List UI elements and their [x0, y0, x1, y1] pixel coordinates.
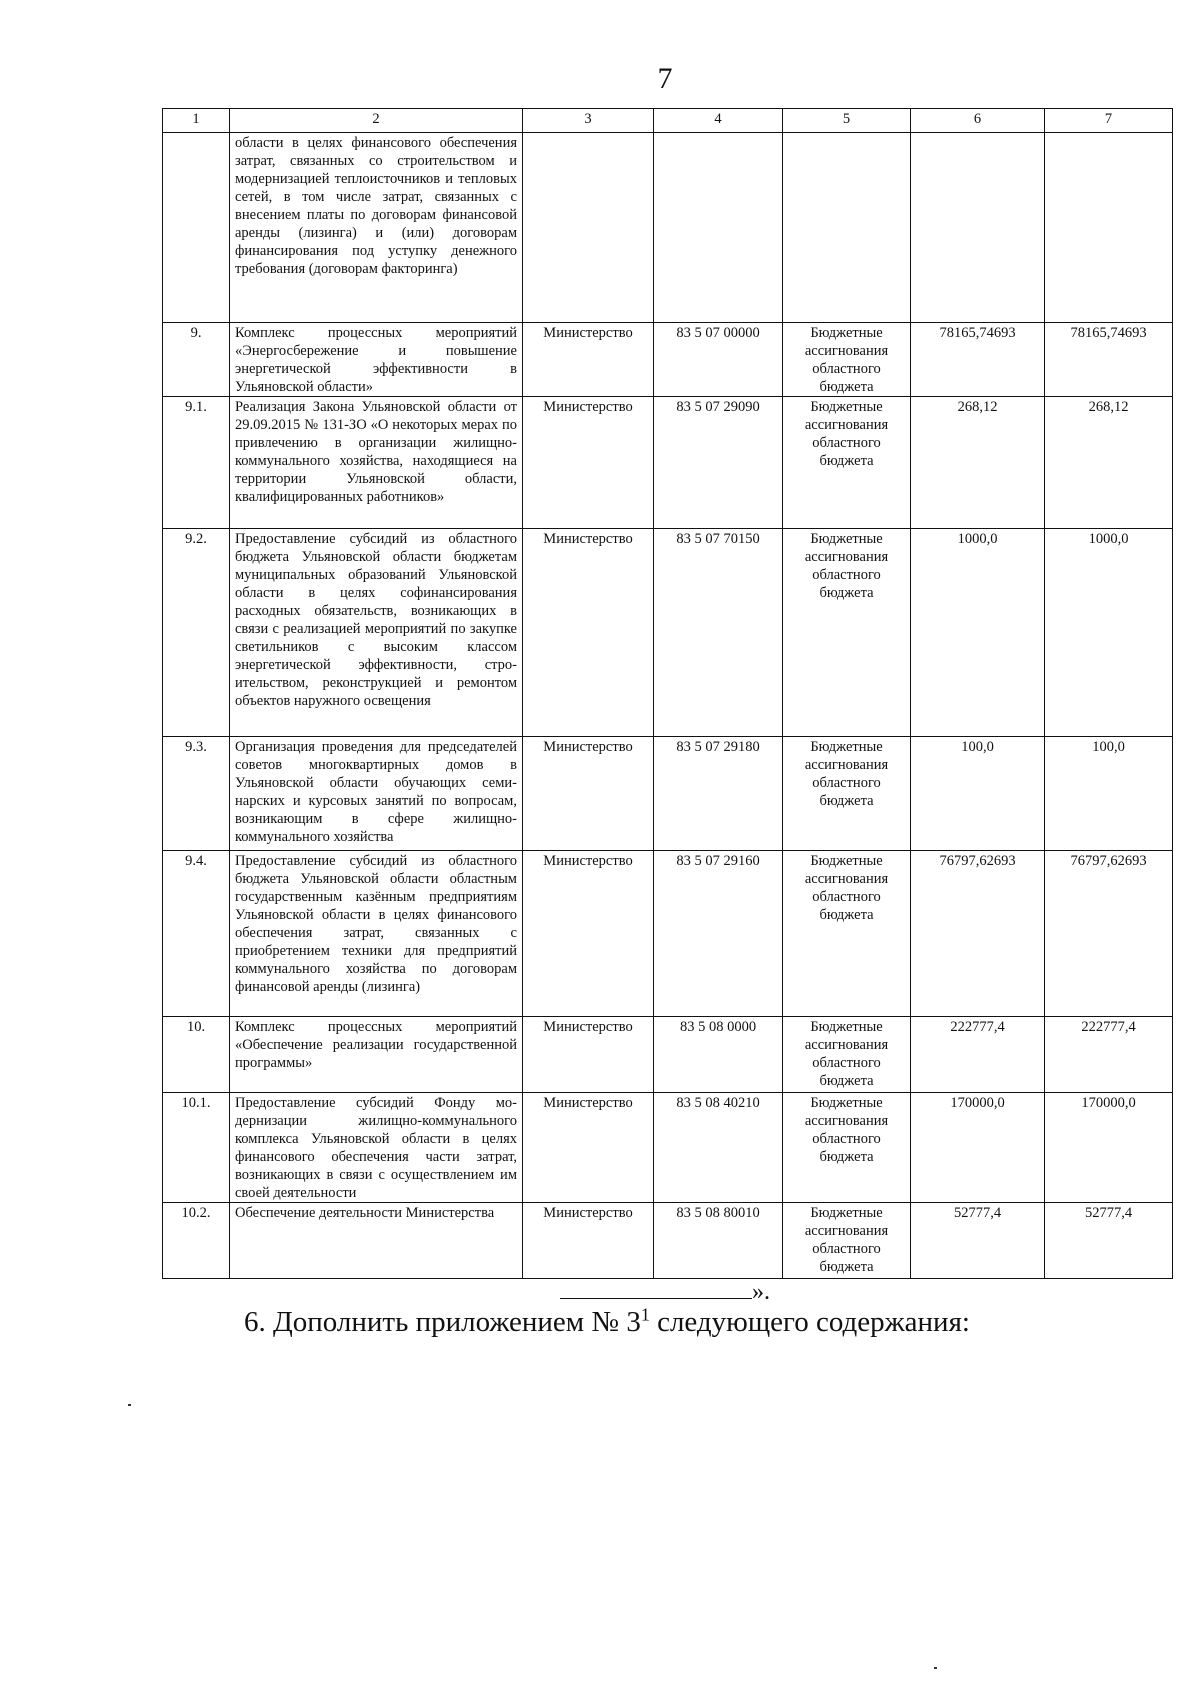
- row-description: Предоставление субсидий Фонду модернизации жилищно-коммунального комплекса Ульяновской области в целях финансового обеспечения части затрат, возникающих в связи с осуществлением им своей деятельности: [230, 1093, 523, 1203]
- row-year-value: 100,0: [1045, 737, 1173, 851]
- row-total: 170000,0: [911, 1093, 1045, 1203]
- header-cell-4: 4: [654, 109, 783, 133]
- row-total: 52777,4: [911, 1203, 1045, 1279]
- row-description: Обеспечение деятельности Министерства: [230, 1203, 523, 1279]
- row-source: Бюджетные ассигнования областного бюджета: [783, 851, 911, 1017]
- table-row: [163, 397, 1173, 529]
- row-year-value: 268,12: [1045, 397, 1173, 529]
- row-code: 83 5 07 29090: [654, 397, 783, 529]
- row-code: 83 5 07 00000: [654, 323, 783, 397]
- header-cell-7: 7: [1045, 109, 1173, 133]
- table-row: [163, 1017, 1173, 1093]
- row-description: Реализация Закона Ульяновской области от 29.09.2015 № 131-ЗО «О некоторых мерах по привлечению в организации жилищно-коммунального хозяйства, находящиеся на территории Ульяновской области, квалифицированных работников»: [230, 397, 523, 529]
- closing-quote: ».: [752, 1279, 770, 1305]
- row-executor: Министерство: [523, 529, 654, 737]
- row-number: 10.: [163, 1017, 230, 1093]
- row-total: 268,12: [911, 397, 1045, 529]
- row-source: Бюджетные ассигнования областного бюджета: [783, 397, 911, 529]
- row-source: Бюджетные ассигнования областного бюджета: [783, 1093, 911, 1203]
- row-executor: Министерство: [523, 323, 654, 397]
- table-row: [163, 737, 1173, 851]
- row-description: Предоставление субсидий из областного бюджета Ульяновской области бюджетам муниципальных образований Ульяновской области в целях софинансирования расходных обязательств, возникающих в связи с реализацией мероприятий по закупке светильников с высоким классом энергетической эффективности, строительством, реконструкцией и ремонтом объектов наружного освещения: [230, 529, 523, 737]
- budget-table: [162, 108, 1173, 1279]
- header-row: [163, 109, 1173, 133]
- row-number: 9.3.: [163, 737, 230, 851]
- row-code: 83 5 08 80010: [654, 1203, 783, 1279]
- row-year-value: 76797,62693: [1045, 851, 1173, 1017]
- row-executor: Министерство: [523, 1017, 654, 1093]
- row-number: 9.4.: [163, 851, 230, 1017]
- row-source: Бюджетные ассигнования областного бюджета: [783, 737, 911, 851]
- row-year-value: 222777,4: [1045, 1017, 1173, 1093]
- row-code: 83 5 08 0000: [654, 1017, 783, 1093]
- header-cell-6: 6: [911, 109, 1045, 133]
- row-code: 83 5 07 29180: [654, 737, 783, 851]
- row-year-value: 52777,4: [1045, 1203, 1173, 1279]
- row-year-value: 78165,74693: [1045, 323, 1173, 397]
- row-description: области в целях финансового обеспечения затрат, связанных со строительством и модернизацией теплоисточников и тепловых сетей, в том числе затрат, связанных с внесением платы по договорам финансовой аренды (лизинга) и (или) договорам финансирования под уступку денежного требования (договорам факторинга): [230, 133, 523, 323]
- table-row: [163, 133, 1173, 323]
- row-executor: Министерство: [523, 851, 654, 1017]
- row-number: 10.1.: [163, 1093, 230, 1203]
- row-description: Комплекс процессных мероприятий «Энергосбережение и повышение энергетической эффективности в Ульяновской области»: [230, 323, 523, 397]
- scan-speck: [128, 1404, 131, 1406]
- row-number: 9.: [163, 323, 230, 397]
- row-description: Комплекс процессных мероприятий «Обеспечение реализации государственной программы»: [230, 1017, 523, 1093]
- row-total: 1000,0: [911, 529, 1045, 737]
- row-executor: [523, 133, 654, 323]
- row-code: 83 5 07 70150: [654, 529, 783, 737]
- instruction-superscript: 1: [640, 1304, 650, 1325]
- row-number: 9.2.: [163, 529, 230, 737]
- row-total: 78165,74693: [911, 323, 1045, 397]
- row-executor: Министерство: [523, 397, 654, 529]
- row-executor: Министерство: [523, 737, 654, 851]
- header-cell-5: 5: [783, 109, 911, 133]
- row-year-value: 1000,0: [1045, 529, 1173, 737]
- table-row: [163, 529, 1173, 737]
- row-number: 10.2.: [163, 1203, 230, 1279]
- row-code: 83 5 08 40210: [654, 1093, 783, 1203]
- closing-quote-line: [560, 1276, 770, 1306]
- row-description: Предоставление субсидий из областного бюджета Ульяновской области областным государственным казённым предприятиям Ульяновской области в целях финансового обеспечения затрат, связанных с приобретением техники для предприятий коммунального хозяйства по договорам финансовой аренды (лизинга): [230, 851, 523, 1017]
- header-cell-1: 1: [163, 109, 230, 133]
- row-source: Бюджетные ассигнования областного бюджета: [783, 1203, 911, 1279]
- instruction-text: 6. Дополнить приложением № 3: [244, 1306, 641, 1338]
- header-cell-2: 2: [230, 109, 523, 133]
- instruction-paragraph: [244, 1306, 970, 1339]
- row-source: Бюджетные ассигнования областного бюджета: [783, 529, 911, 737]
- table-row: [163, 323, 1173, 397]
- row-code: [654, 133, 783, 323]
- row-code: 83 5 07 29160: [654, 851, 783, 1017]
- row-source: Бюджетные ассигнования областного бюджета: [783, 323, 911, 397]
- header-cell-3: 3: [523, 109, 654, 133]
- signature-line: [560, 1276, 752, 1299]
- row-executor: Министерство: [523, 1093, 654, 1203]
- scan-speck: [934, 1667, 937, 1669]
- row-year-value: 170000,0: [1045, 1093, 1173, 1203]
- row-description: Организация проведения для председателей советов многоквартирных домов в Ульяновской области обучающих семинарских и курсовых занятий по вопросам, возникающим в сфере жилищно-коммунального хозяйства: [230, 737, 523, 851]
- page-number: 7: [657, 62, 673, 95]
- row-total: 76797,62693: [911, 851, 1045, 1017]
- row-source: Бюджетные ассигнования областного бюджета: [783, 1017, 911, 1093]
- row-number: 9.1.: [163, 397, 230, 529]
- row-number: [163, 133, 230, 323]
- row-executor: Министерство: [523, 1203, 654, 1279]
- instruction-text-end: следующего содержания:: [649, 1306, 970, 1338]
- table-row: [163, 1093, 1173, 1203]
- row-source: [783, 133, 911, 323]
- row-total: 100,0: [911, 737, 1045, 851]
- row-year-value: [1045, 133, 1173, 323]
- row-total: 222777,4: [911, 1017, 1045, 1093]
- row-total: [911, 133, 1045, 323]
- table-row: [163, 1203, 1173, 1279]
- table-row: [163, 851, 1173, 1017]
